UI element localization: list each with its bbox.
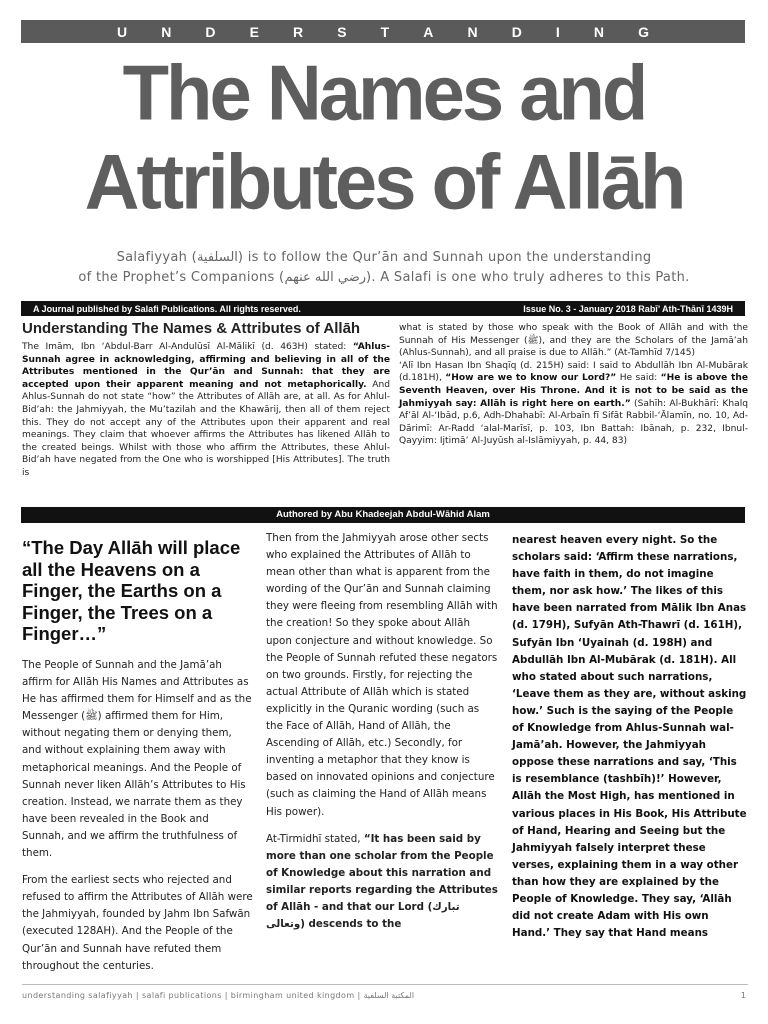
kicker-letter: D [511,23,522,40]
author-bar: Authored by Abu Khadeejah Abdul-Wāhid Alam [21,507,745,523]
intro-left-column [22,320,390,480]
kicker-letter: A [423,23,434,40]
article-paragraph: From the earliest sects who rejected and refused to affirm the Attributes of Allāh were the Jahmiyyah, founded by Jahm Ibn Safwān (executed 128AH). And the People of the Qur’ān and Sunnah have refuted them throughout the centuries. [22,874,253,972]
intro-citation: (Sahīh: Al-Bukhārī: Khalq Af’āl Al-‘Ibād, p.6, Adh-Dhahabī: Al-Arbaīn fī Sifāt Rabbil-‘Ālamīn, no. 10, Ad-Dārimī: Ar-Radd ‘alal-Marīsī, p. 103, Ibn Battah: Ibānah, p. 232, Ibnul-Qayyim: Ijtimā’ Al-Juyūsh al-Islāmiyyah, p. 44, 83) [399,398,748,447]
kicker-letter: N [593,23,604,40]
intro-paragraph: what is stated by those who speak with the Book of Allāh and with the Sunnah of His Messenger (ﷺ), and they are the Scholars of the Jamā’ah (Ahlus-Sunnah), and all praise is due to Allāh.” (At-Tamhīd 7/145) [399,323,748,359]
kicker-letter: R [293,23,304,40]
kicker-letter: T [380,23,390,40]
kicker-letter: D [205,23,216,40]
intro-text: The Imām, Ibn ‘Abdul-Barr Al-Andulūsī Al-Mālikī (d. 463H) stated: [22,342,353,352]
kicker-letter: G [638,23,649,40]
kicker-letter: N [161,23,172,40]
intro-paragraph [22,341,390,480]
footer-divider [22,984,748,985]
page-number: 1 [740,991,746,1000]
section-heading: Understanding The Names & Attributes of Allāh [22,320,361,337]
page-title-line-2: Attributes of Allāh [84,139,684,226]
intro-bold-quote: “He is above the Seventh Heaven, over His Throne. And it is not to be said as the Jahmiyyah say: Allāh is right here on earth.” [399,373,748,409]
kicker-letter: I [555,23,560,40]
article-bold-quote: “It has been said by more than one scholar from the People of Knowledge about this narration and similar reports regarding the Attributes of Allāh - and that our Lord (تبارك وتعالى) descends to the [266,832,498,931]
intro-bold-quote: “Ahlus-Sunnah agree in acknowledging, affirming and believing in all of the Attributes mentioned in the Qur’ān and Sunnah: that they are accepted upon their apparent meaning and not metaphorically. [22,342,390,390]
tagline-line-1: Salafiyyah (السلفية) is to follow the Qur’ān and Sunnah upon the understanding [116,250,652,265]
header-kicker-bar [21,20,745,43]
tagline [0,248,768,288]
footer-text: understanding salafiyyah | salafi publications | birmingham united kingdom | المكتبة السلفية [22,991,415,1000]
intro-text: And Ahlus-Sunnah do not state “how” the Attributes of Allāh are, at all. As for Ahlul-Bid’ah: the Jahmiyyah, the Mu’tazilah and the Khawārij, then all of them reject this. They do not accept any of the Attributes upon their apparent and real meanings. They claim that whoever affirms the Attributes has likened Allāh to the created beings. Whilst with those who affirm the Attributes, these Ahlul-Bid’ah have negated from the One who is worshipped [His Attributes]. The truth is [22,379,390,478]
article-paragraph: nearest heaven every night. So the scholars said: ‘Affirm these narrations, have faith in them, do not imagine them, nor ask how.’ The likes of this have been narrated from Mālik Ibn Anas (d. 179H), Sufyān Ath-Thawrī (d. 161H), Sufyān Ibn ‘Uyainah (d. 198H) and Abdullāh Ibn Al-Mubārak (d. 181H). All who stated about such narrations, ‘Leave them as they are, without asking how.’ Such is the saying of the People of Knowledge from Ahlus-Sunnah wal-Jamā’ah. However, the Jahmiyyah oppose these narrations and say, ‘This is resemblance (tashbīh)!’ However, Allāh the Most High, has mentioned in various places in His Book, His Attribute of Hand, Hearing and Seeing but the Jahmiyyah falsely interpret these verses, explaining them in a way other than how they are explained by the People of Knowledge. They say, ‘Allāh did not create Adam with His own Hand.’ They say that Hand means [512,534,747,940]
kicker-letter: U [117,23,128,40]
intro-paragraph [399,360,748,448]
tagline-line-2: of the Prophet’s Companions (رضي الله عنهم). A Salafi is one who truly adheres to this Path. [78,270,690,285]
intro-text: ‘Alī Ibn Hasan Ibn Shaqīq (d. 215H) said: I said to Abdullāh Ibn Al-Mubārak (d.181H), [399,360,748,384]
kicker-letter: E [249,23,259,40]
article-column-3 [512,532,748,952]
journal-credit: A Journal published by Salafi Publications. All rights reserved. [33,303,301,314]
journal-info-bar [21,301,745,316]
page-title-line-1: The Names and [122,50,646,137]
article-column-2 [266,530,498,943]
intro-right-column [399,322,748,448]
article-column-1 [22,657,254,985]
article-paragraph [266,831,498,934]
issue-info: Issue No. 3 - January 2018 Rabī’ Ath-Thānī 1439H [523,303,733,314]
kicker-letter: N [467,23,478,40]
article-paragraph: Then from the Jahmiyyah arose other sects who explained the Attributes of Allāh to mean other than what is apparent from the wording of the Qur’ān and Sunnah claiming they were fleeing from resembling Allāh with the creation! So they spoke about Allāh upon conjecture and without knowledge. So the People of Sunnah refuted these negators on two grounds. Firstly, for rejecting the actual Attribute of Allāh which is stated explicitly in the Quranic wording (such as the Face of Allāh, Hand of Allāh, the Ascending of Allāh, etc.) Secondly, for inventing a metaphor that they know is based on innovated opinions and conjecture (such as claiming the Hand of Allāh means His power). [266,532,498,818]
article-paragraph: The People of Sunnah and the Jamā’ah affirm for Allāh His Names and Attributes as He has affirmed them for Himself and as the Messenger (ﷺ) affirmed them for Him, without negating them or denying them, and without explaining them away with metaphorical meanings. And the People of Sunnah never liken Allāh’s Attributes to His creation. Instead, we narrate them as they have been revealed in the Book and Sunnah, and we affirm the truthfulness of them. [22,659,252,860]
intro-bold-quote: “How are we to know our Lord?” [445,373,617,384]
article-text: At-Tirmidhī stated, [266,832,364,845]
pull-quote: “The Day Allāh will place all the Heavens on a Finger, the Earths on a Finger, the Trees on a Finger…” [22,537,241,644]
kicker-letter: S [337,23,347,40]
intro-text: He said: [616,373,661,384]
